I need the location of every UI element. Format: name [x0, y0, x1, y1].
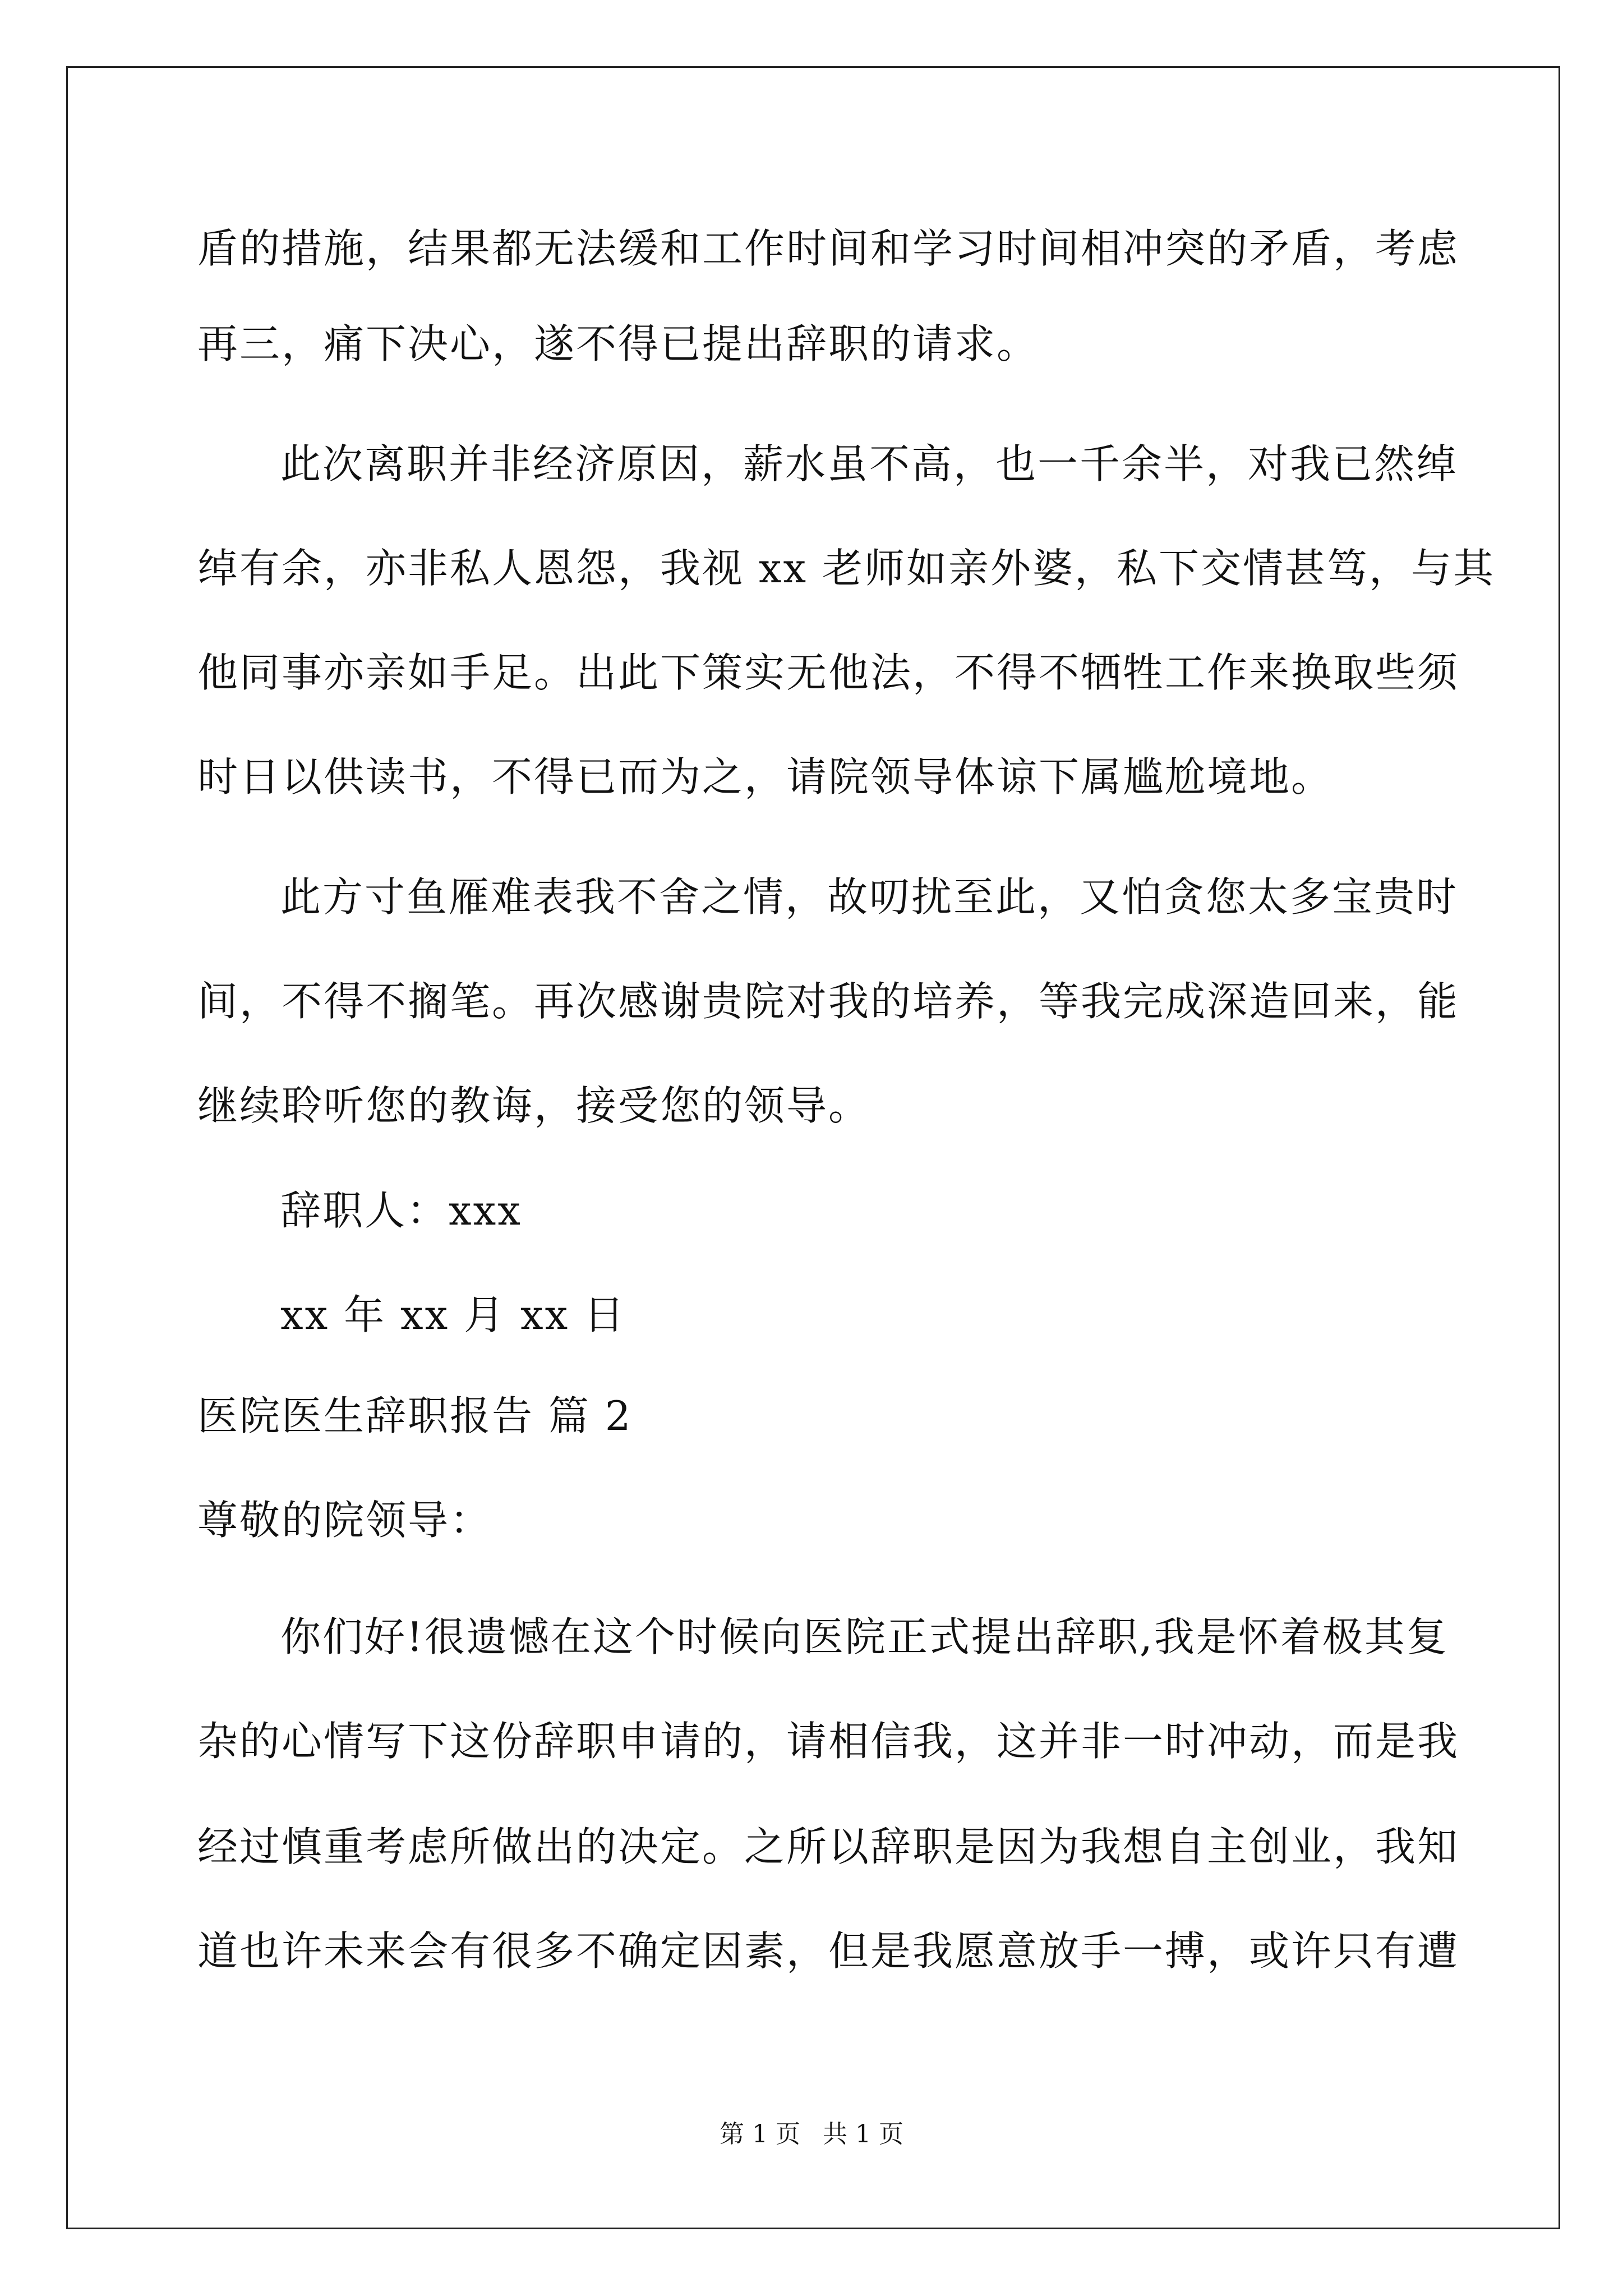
paragraph-line: 经过慎重考虑所做出的决定。之所以辞职是因为我想自主创业，我知 [197, 1823, 1460, 1870]
page-total: 共 1 页 [823, 2120, 903, 2148]
section-title: 医院医生辞职报告 篇 2 [197, 1392, 633, 1439]
paragraph-line: 时日以供读书，不得已而为之，请院领导体谅下属尴尬境地。 [197, 753, 1334, 800]
page-border [66, 66, 1560, 2229]
paragraph-line: 盾的措施，结果都无法缓和工作时间和学习时间相冲突的矛盾，考虑 [197, 225, 1460, 272]
paragraph-line: 他同事亦亲如手足。出此下策实无他法，不得不牺牲工作来换取些须 [197, 649, 1460, 696]
paragraph-line: 间，不得不搁笔。再次感谢贵院对我的培养，等我完成深造回来，能 [197, 978, 1460, 1025]
paragraph-line: 此方寸鱼雁难表我不舍之情，故叨扰至此，又怕贪您太多宝贵时 [280, 873, 1459, 921]
salutation: 尊敬的院领导： [197, 1497, 492, 1544]
paragraph-line: 绰有余，亦非私人恩怨，我视 xx 老师如亲外婆，私下交情甚笃，与其 [197, 545, 1495, 592]
paragraph-line: 杂的心情写下这份辞职申请的，请相信我，这并非一时冲动，而是我 [197, 1718, 1460, 1765]
paragraph-line: 道也许未来会有很多不确定因素，但是我愿意放手一搏，或许只有遭 [197, 1927, 1460, 1975]
date-line: xx 年 xx 月 xx 日 [280, 1291, 626, 1338]
paragraph-line: 继续聆听您的教诲，接受您的领导。 [197, 1082, 871, 1129]
signature-line: 辞职人：xxx [280, 1187, 522, 1234]
page-footer [0, 2118, 1623, 2151]
paragraph-line: 此次离职并非经济原因，薪水虽不高，也一千余半，对我已然绰 [280, 440, 1459, 487]
paragraph-line: 你们好!很遗憾在这个时候向医院正式提出辞职,我是怀着极其复 [280, 1613, 1449, 1660]
page-number: 第 1 页 [720, 2120, 800, 2148]
paragraph-line: 再三，痛下决心，遂不得已提出辞职的请求。 [197, 320, 1039, 367]
